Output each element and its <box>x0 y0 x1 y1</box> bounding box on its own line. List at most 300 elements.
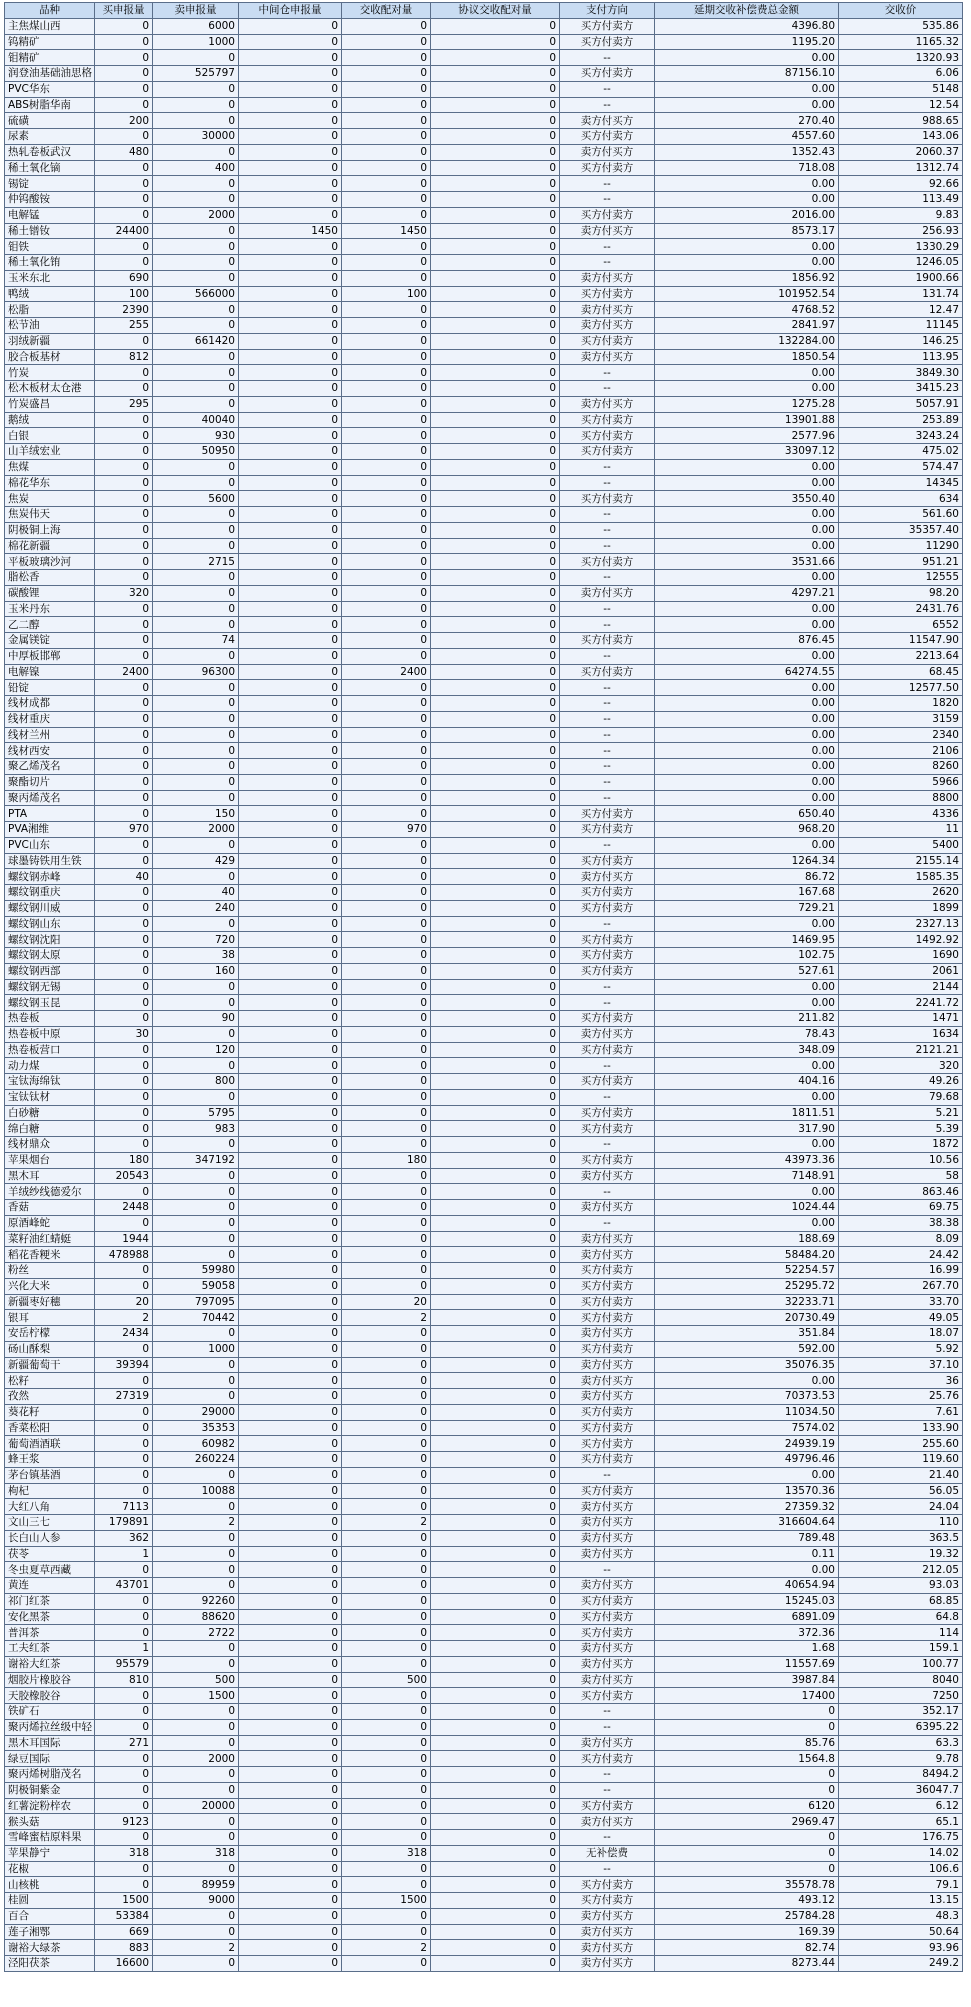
cell-matched-qty: 0 <box>342 963 431 979</box>
cell-settlement-price: 1312.74 <box>839 160 963 176</box>
cell-agreement-matched-qty: 0 <box>431 428 560 444</box>
cell-sell-declared: 566000 <box>153 286 239 302</box>
cell-settlement-price: 256.93 <box>839 223 963 239</box>
table-row <box>5 491 963 507</box>
cell-payment-direction: -- <box>560 1767 655 1783</box>
cell-variety: 蜂王浆 <box>5 1452 95 1468</box>
cell-agreement-matched-qty: 0 <box>431 18 560 34</box>
table-row <box>5 1956 963 1972</box>
table-row <box>5 18 963 34</box>
cell-agreement-matched-qty: 0 <box>431 1562 560 1578</box>
cell-buy-declared: 0 <box>95 1137 153 1153</box>
table-row <box>5 507 963 523</box>
cell-intermediate-declared: 0 <box>239 1042 342 1058</box>
table-row <box>5 633 963 649</box>
table-row <box>5 1263 963 1279</box>
cell-payment-direction: 卖方付买方 <box>560 1231 655 1247</box>
cell-compensation-total: 6891.09 <box>655 1609 839 1625</box>
cell-settlement-price: 68.45 <box>839 664 963 680</box>
cell-sell-declared: 0 <box>153 1830 239 1846</box>
cell-compensation-total: 49796.46 <box>655 1452 839 1468</box>
cell-compensation-total: 1.68 <box>655 1641 839 1657</box>
cell-intermediate-declared: 0 <box>239 459 342 475</box>
cell-matched-qty: 0 <box>342 1483 431 1499</box>
cell-intermediate-declared: 0 <box>239 475 342 491</box>
cell-agreement-matched-qty: 0 <box>431 743 560 759</box>
page <box>4 2 962 1972</box>
cell-settlement-price: 863.46 <box>839 1184 963 1200</box>
cell-sell-declared: 0 <box>153 1231 239 1247</box>
cell-variety: 原酒峰蛇 <box>5 1215 95 1231</box>
cell-variety: 雪峰蜜桔原料果 <box>5 1830 95 1846</box>
cell-buy-declared: 1 <box>95 1641 153 1657</box>
cell-matched-qty: 0 <box>342 806 431 822</box>
cell-variety: 枸杞 <box>5 1483 95 1499</box>
cell-sell-declared: 0 <box>153 1200 239 1216</box>
table-row <box>5 1593 963 1609</box>
cell-agreement-matched-qty: 0 <box>431 1389 560 1405</box>
cell-matched-qty: 0 <box>342 365 431 381</box>
cell-compensation-total: 3550.40 <box>655 491 839 507</box>
cell-intermediate-declared: 0 <box>239 365 342 381</box>
cell-settlement-price: 11 <box>839 822 963 838</box>
table-row <box>5 475 963 491</box>
cell-agreement-matched-qty: 0 <box>431 1247 560 1263</box>
cell-variety: 螺纹钢赤峰 <box>5 869 95 885</box>
cell-compensation-total: 317.90 <box>655 1121 839 1137</box>
cell-sell-declared: 500 <box>153 1672 239 1688</box>
cell-buy-declared: 200 <box>95 113 153 129</box>
cell-compensation-total: 0.00 <box>655 979 839 995</box>
table-row <box>5 428 963 444</box>
cell-sell-declared: 525797 <box>153 66 239 82</box>
cell-matched-qty: 0 <box>342 759 431 775</box>
cell-settlement-price: 36 <box>839 1373 963 1389</box>
cell-buy-declared: 0 <box>95 774 153 790</box>
cell-payment-direction: 买方付卖方 <box>560 806 655 822</box>
cell-settlement-price: 68.85 <box>839 1593 963 1609</box>
cell-payment-direction: -- <box>560 475 655 491</box>
cell-settlement-price: 2620 <box>839 885 963 901</box>
cell-compensation-total: 316604.64 <box>655 1515 839 1531</box>
table-row <box>5 1751 963 1767</box>
cell-intermediate-declared: 0 <box>239 1656 342 1672</box>
cell-payment-direction: 买方付卖方 <box>560 1105 655 1121</box>
cell-payment-direction: -- <box>560 1058 655 1074</box>
cell-agreement-matched-qty: 0 <box>431 318 560 334</box>
cell-variety: 大红八角 <box>5 1499 95 1515</box>
cell-compensation-total: 0.00 <box>655 837 839 853</box>
cell-matched-qty: 0 <box>342 1420 431 1436</box>
cell-sell-declared: 0 <box>153 869 239 885</box>
cell-agreement-matched-qty: 0 <box>431 459 560 475</box>
cell-variety: 螺纹钢重庆 <box>5 885 95 901</box>
cell-intermediate-declared: 0 <box>239 286 342 302</box>
cell-intermediate-declared: 0 <box>239 270 342 286</box>
cell-agreement-matched-qty: 0 <box>431 1924 560 1940</box>
cell-payment-direction: 买方付卖方 <box>560 1798 655 1814</box>
cell-matched-qty: 0 <box>342 1593 431 1609</box>
cell-agreement-matched-qty: 0 <box>431 1861 560 1877</box>
cell-payment-direction: 买方付卖方 <box>560 428 655 444</box>
cell-sell-declared: 0 <box>153 176 239 192</box>
cell-compensation-total: 2841.97 <box>655 318 839 334</box>
cell-matched-qty: 0 <box>342 1452 431 1468</box>
cell-intermediate-declared: 0 <box>239 822 342 838</box>
cell-agreement-matched-qty: 0 <box>431 900 560 916</box>
cell-intermediate-declared: 0 <box>239 932 342 948</box>
cell-buy-declared: 43701 <box>95 1578 153 1594</box>
col-header-settlement-price: 交收价 <box>839 3 963 19</box>
cell-variety: 苹果烟台 <box>5 1152 95 1168</box>
cell-intermediate-declared: 0 <box>239 1184 342 1200</box>
cell-payment-direction: 买方付卖方 <box>560 633 655 649</box>
cell-buy-declared: 0 <box>95 1562 153 1578</box>
cell-compensation-total: 0.00 <box>655 475 839 491</box>
cell-matched-qty: 0 <box>342 1436 431 1452</box>
table-row <box>5 1278 963 1294</box>
cell-buy-declared: 0 <box>95 160 153 176</box>
cell-variety: 聚丙烯茂名 <box>5 790 95 806</box>
cell-variety: 香菜松阳 <box>5 1420 95 1436</box>
cell-settlement-price: 38.38 <box>839 1215 963 1231</box>
cell-buy-declared: 1944 <box>95 1231 153 1247</box>
cell-settlement-price: 8040 <box>839 1672 963 1688</box>
cell-variety: 宝钛海绵钛 <box>5 1074 95 1090</box>
cell-agreement-matched-qty: 0 <box>431 412 560 428</box>
cell-variety: 电解锰 <box>5 207 95 223</box>
cell-matched-qty: 0 <box>342 837 431 853</box>
cell-sell-declared: 0 <box>153 192 239 208</box>
cell-compensation-total: 211.82 <box>655 1011 839 1027</box>
cell-settlement-price: 12.54 <box>839 97 963 113</box>
cell-sell-declared: 59980 <box>153 1263 239 1279</box>
cell-settlement-price: 12577.50 <box>839 680 963 696</box>
cell-variety: 烟胶片橡胶谷 <box>5 1672 95 1688</box>
cell-agreement-matched-qty: 0 <box>431 1058 560 1074</box>
cell-settlement-price: 7250 <box>839 1688 963 1704</box>
cell-variety: 铅锭 <box>5 680 95 696</box>
cell-buy-declared: 0 <box>95 932 153 948</box>
cell-buy-declared: 100 <box>95 286 153 302</box>
cell-variety: 竹炭盛昌 <box>5 396 95 412</box>
cell-compensation-total: 0.00 <box>655 995 839 1011</box>
cell-buy-declared: 0 <box>95 617 153 633</box>
cell-buy-declared: 0 <box>95 81 153 97</box>
cell-buy-declared: 0 <box>95 853 153 869</box>
cell-agreement-matched-qty: 0 <box>431 1483 560 1499</box>
cell-intermediate-declared: 0 <box>239 255 342 271</box>
cell-settlement-price: 37.10 <box>839 1357 963 1373</box>
cell-sell-declared: 88620 <box>153 1609 239 1625</box>
cell-compensation-total: 0.00 <box>655 1137 839 1153</box>
cell-buy-declared: 0 <box>95 979 153 995</box>
cell-buy-declared: 0 <box>95 491 153 507</box>
cell-buy-declared: 0 <box>95 1263 153 1279</box>
cell-compensation-total: 32233.71 <box>655 1294 839 1310</box>
cell-variety: 桂圆 <box>5 1893 95 1909</box>
cell-intermediate-declared: 0 <box>239 774 342 790</box>
table-row <box>5 286 963 302</box>
cell-buy-declared: 0 <box>95 1798 153 1814</box>
cell-sell-declared: 400 <box>153 160 239 176</box>
cell-settlement-price: 8800 <box>839 790 963 806</box>
cell-variety: 脂松香 <box>5 570 95 586</box>
cell-agreement-matched-qty: 0 <box>431 1893 560 1909</box>
cell-compensation-total: 33097.12 <box>655 444 839 460</box>
table-row <box>5 617 963 633</box>
cell-variety: 松木板材太仓港 <box>5 381 95 397</box>
cell-intermediate-declared: 0 <box>239 837 342 853</box>
cell-compensation-total: 0.00 <box>655 1562 839 1578</box>
cell-agreement-matched-qty: 0 <box>431 885 560 901</box>
cell-matched-qty: 0 <box>342 522 431 538</box>
cell-matched-qty: 0 <box>342 428 431 444</box>
cell-sell-declared: 0 <box>153 1656 239 1672</box>
cell-variety: 葵花籽 <box>5 1404 95 1420</box>
cell-compensation-total: 101952.54 <box>655 286 839 302</box>
cell-settlement-price: 2327.13 <box>839 916 963 932</box>
cell-compensation-total: 0.00 <box>655 507 839 523</box>
cell-buy-declared: 0 <box>95 1404 153 1420</box>
cell-buy-declared: 0 <box>95 207 153 223</box>
cell-variety: PVC华东 <box>5 81 95 97</box>
cell-intermediate-declared: 0 <box>239 522 342 538</box>
cell-variety: 线材西安 <box>5 743 95 759</box>
cell-buy-declared: 0 <box>95 239 153 255</box>
cell-compensation-total: 7574.02 <box>655 1420 839 1436</box>
cell-intermediate-declared: 0 <box>239 491 342 507</box>
cell-matched-qty: 1500 <box>342 1893 431 1909</box>
cell-variety: 热卷板 <box>5 1011 95 1027</box>
table-row <box>5 648 963 664</box>
cell-buy-declared: 1 <box>95 1546 153 1562</box>
cell-compensation-total: 0.00 <box>655 1373 839 1389</box>
cell-buy-declared: 0 <box>95 1278 153 1294</box>
cell-payment-direction: 卖方付买方 <box>560 349 655 365</box>
cell-buy-declared: 0 <box>95 255 153 271</box>
cell-payment-direction: -- <box>560 916 655 932</box>
cell-variety: 松籽 <box>5 1373 95 1389</box>
cell-intermediate-declared: 0 <box>239 160 342 176</box>
cell-settlement-price: 634 <box>839 491 963 507</box>
cell-sell-declared: 2 <box>153 1515 239 1531</box>
cell-buy-declared: 362 <box>95 1530 153 1546</box>
cell-variety: 螺纹钢太原 <box>5 948 95 964</box>
table-row <box>5 1168 963 1184</box>
cell-agreement-matched-qty: 0 <box>431 633 560 649</box>
cell-sell-declared: 0 <box>153 1089 239 1105</box>
cell-agreement-matched-qty: 0 <box>431 1767 560 1783</box>
table-row <box>5 1483 963 1499</box>
cell-agreement-matched-qty: 0 <box>431 1105 560 1121</box>
table-row <box>5 585 963 601</box>
cell-matched-qty: 0 <box>342 1026 431 1042</box>
cell-payment-direction: -- <box>560 696 655 712</box>
cell-intermediate-declared: 0 <box>239 1719 342 1735</box>
cell-agreement-matched-qty: 0 <box>431 648 560 664</box>
cell-compensation-total: 0 <box>655 1845 839 1861</box>
cell-agreement-matched-qty: 0 <box>431 1515 560 1531</box>
cell-intermediate-declared: 0 <box>239 1231 342 1247</box>
cell-agreement-matched-qty: 0 <box>431 1420 560 1436</box>
cell-sell-declared: 0 <box>153 1956 239 1972</box>
cell-buy-declared: 20 <box>95 1294 153 1310</box>
cell-variety: 砀山酥梨 <box>5 1341 95 1357</box>
cell-intermediate-declared: 0 <box>239 869 342 885</box>
cell-buy-declared: 0 <box>95 1877 153 1893</box>
cell-compensation-total: 52254.57 <box>655 1263 839 1279</box>
cell-payment-direction: 买方付卖方 <box>560 1893 655 1909</box>
cell-payment-direction: 买方付卖方 <box>560 853 655 869</box>
cell-settlement-price: 58 <box>839 1168 963 1184</box>
cell-sell-declared: 0 <box>153 1373 239 1389</box>
cell-payment-direction: -- <box>560 979 655 995</box>
cell-buy-declared: 2448 <box>95 1200 153 1216</box>
cell-sell-declared: 0 <box>153 680 239 696</box>
cell-sell-declared: 74 <box>153 633 239 649</box>
cell-matched-qty: 0 <box>342 1278 431 1294</box>
cell-buy-declared: 690 <box>95 270 153 286</box>
cell-compensation-total: 17400 <box>655 1688 839 1704</box>
cell-intermediate-declared: 0 <box>239 1908 342 1924</box>
cell-agreement-matched-qty: 0 <box>431 1121 560 1137</box>
cell-agreement-matched-qty: 0 <box>431 129 560 145</box>
cell-variety: 苹果静宁 <box>5 1845 95 1861</box>
cell-buy-declared: 0 <box>95 34 153 50</box>
cell-sell-declared: 30000 <box>153 129 239 145</box>
cell-sell-declared: 0 <box>153 1924 239 1940</box>
table-row <box>5 1373 963 1389</box>
cell-buy-declared: 0 <box>95 428 153 444</box>
cell-buy-declared: 0 <box>95 995 153 1011</box>
cell-agreement-matched-qty: 0 <box>431 66 560 82</box>
table-row <box>5 743 963 759</box>
cell-sell-declared: 35353 <box>153 1420 239 1436</box>
cell-intermediate-declared: 0 <box>239 1152 342 1168</box>
cell-buy-declared: 0 <box>95 522 153 538</box>
cell-agreement-matched-qty: 0 <box>431 1215 560 1231</box>
cell-matched-qty: 0 <box>342 711 431 727</box>
cell-agreement-matched-qty: 0 <box>431 1940 560 1956</box>
cell-variety: 中厚板邯郸 <box>5 648 95 664</box>
table-row <box>5 1152 963 1168</box>
cell-sell-declared: 1000 <box>153 1341 239 1357</box>
table-row <box>5 176 963 192</box>
cell-buy-declared: 0 <box>95 916 153 932</box>
table-row <box>5 1578 963 1594</box>
cell-intermediate-declared: 0 <box>239 916 342 932</box>
table-row <box>5 50 963 66</box>
cell-compensation-total: 0.00 <box>655 1215 839 1231</box>
table-row <box>5 1908 963 1924</box>
cell-variety: 锡锭 <box>5 176 95 192</box>
cell-variety: 茅台镇基酒 <box>5 1467 95 1483</box>
cell-intermediate-declared: 0 <box>239 585 342 601</box>
cell-intermediate-declared: 0 <box>239 743 342 759</box>
cell-settlement-price: 2431.76 <box>839 601 963 617</box>
col-header-variety: 品种 <box>5 3 95 19</box>
cell-sell-declared: 0 <box>153 1168 239 1184</box>
cell-settlement-price: 69.75 <box>839 1200 963 1216</box>
cell-variety: 新疆葡萄干 <box>5 1357 95 1373</box>
cell-compensation-total: 0.00 <box>655 176 839 192</box>
cell-variety: 棉花新疆 <box>5 538 95 554</box>
cell-intermediate-declared: 0 <box>239 1483 342 1499</box>
cell-agreement-matched-qty: 0 <box>431 916 560 932</box>
cell-variety: 主焦煤山西 <box>5 18 95 34</box>
table-row <box>5 522 963 538</box>
cell-variety: 猴头菇 <box>5 1814 95 1830</box>
table-row <box>5 979 963 995</box>
cell-settlement-price: 9.78 <box>839 1751 963 1767</box>
cell-matched-qty: 0 <box>342 1814 431 1830</box>
cell-buy-declared: 2434 <box>95 1326 153 1342</box>
cell-matched-qty: 0 <box>342 34 431 50</box>
cell-sell-declared: 797095 <box>153 1294 239 1310</box>
cell-variety: 莲子湘鄂 <box>5 1924 95 1940</box>
cell-compensation-total: 650.40 <box>655 806 839 822</box>
cell-matched-qty: 0 <box>342 459 431 475</box>
cell-matched-qty: 0 <box>342 633 431 649</box>
table-row <box>5 1814 963 1830</box>
cell-variety: 工夫红茶 <box>5 1641 95 1657</box>
cell-variety: 热卷板营口 <box>5 1042 95 1058</box>
cell-intermediate-declared: 0 <box>239 1861 342 1877</box>
table-row <box>5 1089 963 1105</box>
table-row <box>5 1562 963 1578</box>
cell-payment-direction: 卖方付买方 <box>560 1546 655 1562</box>
cell-buy-declared: 0 <box>95 1089 153 1105</box>
cell-matched-qty: 0 <box>342 1719 431 1735</box>
cell-settlement-price: 2213.64 <box>839 648 963 664</box>
cell-matched-qty: 0 <box>342 1341 431 1357</box>
cell-variety: 玉米东北 <box>5 270 95 286</box>
cell-variety: 白银 <box>5 428 95 444</box>
cell-sell-declared: 90 <box>153 1011 239 1027</box>
cell-variety: 阴极铜上海 <box>5 522 95 538</box>
cell-variety: 松节油 <box>5 318 95 334</box>
cell-intermediate-declared: 0 <box>239 333 342 349</box>
cell-variety: 硫磺 <box>5 113 95 129</box>
table-row <box>5 1861 963 1877</box>
cell-compensation-total: 167.68 <box>655 885 839 901</box>
cell-payment-direction: 买方付卖方 <box>560 1294 655 1310</box>
cell-sell-declared: 0 <box>153 1767 239 1783</box>
cell-payment-direction: -- <box>560 381 655 397</box>
cell-variety: 线材成都 <box>5 696 95 712</box>
cell-compensation-total: 8573.17 <box>655 223 839 239</box>
cell-sell-declared: 0 <box>153 1357 239 1373</box>
cell-agreement-matched-qty: 0 <box>431 491 560 507</box>
cell-settlement-price: 24.04 <box>839 1499 963 1515</box>
cell-intermediate-declared: 0 <box>239 1452 342 1468</box>
cell-variety: 聚酯切片 <box>5 774 95 790</box>
cell-agreement-matched-qty: 0 <box>431 806 560 822</box>
cell-payment-direction: 买方付卖方 <box>560 1877 655 1893</box>
table-row <box>5 459 963 475</box>
cell-buy-declared: 0 <box>95 963 153 979</box>
table-row <box>5 1436 963 1452</box>
cell-sell-declared: 0 <box>153 475 239 491</box>
cell-settlement-price: 7.61 <box>839 1404 963 1420</box>
cell-payment-direction: 买方付卖方 <box>560 412 655 428</box>
cell-sell-declared: 0 <box>153 255 239 271</box>
cell-buy-declared: 0 <box>95 1609 153 1625</box>
cell-payment-direction: 买方付卖方 <box>560 1452 655 1468</box>
cell-matched-qty: 0 <box>342 1074 431 1090</box>
cell-variety: 稀土镨钕 <box>5 223 95 239</box>
